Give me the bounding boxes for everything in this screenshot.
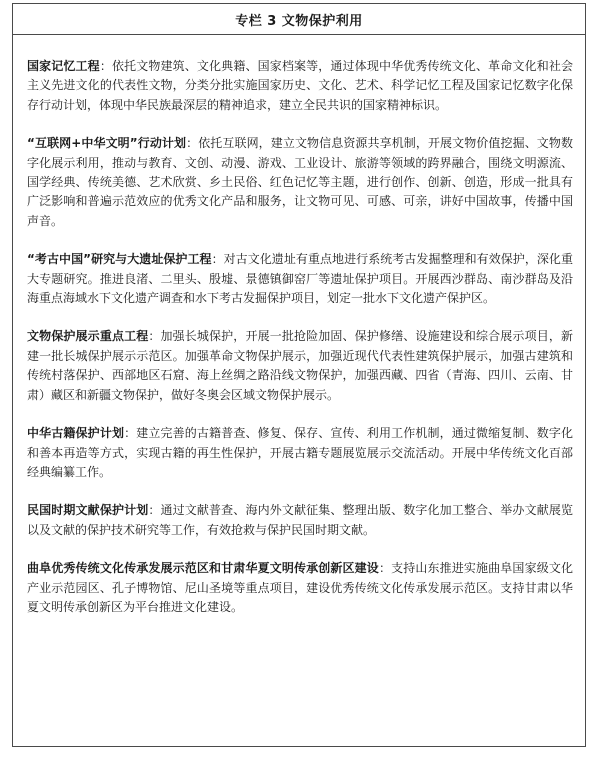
section-ancient-books [27, 424, 573, 482]
section-heading: 民国时期文献保护计划 [27, 503, 149, 518]
section-text: ：依托文物建筑、文化典籍、国家档案等，通过体现中华优秀传统文化、革命文化和社会主义先进文化的代表性文物，分类分批实施国家历史、文化、艺术、科学记忆工程及国家记忆数字化保存行动计划，体现中华民族最深层的精神追求，建立全民共识的国家精神标识。 [27, 59, 573, 112]
section-qufu-gansu [27, 559, 573, 617]
box-content [13, 35, 585, 617]
section-archaeology-china [27, 250, 573, 308]
section-heading: 文物保护展示重点工程 [27, 329, 149, 344]
section-relic-protection [27, 327, 573, 405]
section-national-memory [27, 57, 573, 115]
section-heading: 中华古籍保护计划 [27, 426, 125, 441]
section-heading: “考古中国”研究与大遗址保护工程 [27, 252, 212, 267]
section-text: ：对古文化遗址有重点地进行系统考古发掘整理和有效保护，深化重大专题研究。推进良渚、二里头、殷墟、景德镇御窑厂等遗址保护项目。开展西沙群岛、南沙群岛及沿海重点海域水下文化遗产调查和水下考古发掘保护项目，划定一批水下文化遗产保护区。 [27, 252, 573, 306]
section-text: ：建立完善的古籍普查、修复、保存、宣传、利用工作机制，通过微缩复制、数字化和善本再造等方式，实现古籍的再生性保护，开展古籍专题展览展示交流活动。开展中华传统文化百部经典编纂工作。 [27, 426, 573, 479]
section-text: ：加强长城保护，开展一批抢险加固、保护修缮、设施建设和综合展示项目，新建一批长城保护展示示范区。加强革命文物保护展示，加强近现代代表性建筑保护展示，加强古建筑和传统村落保护、西部地区石窟、海上丝绸之路沿线文物保护，加强西藏、四省（青海、四川、云南、甘肃）藏区和新疆文物保护，做好冬奥会区域文物保护展示。 [27, 329, 573, 402]
section-internet-civilization [27, 134, 573, 231]
section-text: ：依托互联网，建立文物信息资源共享机制，开展文物价值挖掘、文物数字化展示利用，推动与教育、文创、动漫、游戏、工业设计、旅游等领域的跨界融合，围绕文明源流、国学经典、传统美德、艺术欣赏、乡土民俗、红色记忆等主题，进行创作、创新、创造，形成一批具有广泛影响和普遍示范效应的优秀文化产品和服务，让文物可见、可感、可亲，讲好中国故事，传播中国声音。 [27, 136, 573, 228]
section-republic-documents [27, 501, 573, 540]
section-text: ：通过文献普查、海内外文献征集、整理出版、数字化加工整合、举办文献展览以及文献的保护技术研究等工作，有效抢救与保护民国时期文献。 [27, 503, 573, 537]
section-heading: 曲阜优秀传统文化传承发展示范区和甘肃华夏文明传承创新区建设 [27, 561, 379, 576]
box-title: 专栏 3 文物保护利用 [13, 4, 585, 35]
section-heading: “互联网+中华文明”行动计划 [27, 136, 187, 151]
column-box [12, 3, 586, 747]
section-text: ：支持山东推进实施曲阜国家级文化产业示范园区、孔子博物馆、尼山圣境等重点项目，建设优秀传统文化传承发展示范区。支持甘肃以华夏文明传承创新区为平台推进文化建设。 [27, 561, 573, 614]
section-heading: 国家记忆工程 [27, 59, 100, 73]
